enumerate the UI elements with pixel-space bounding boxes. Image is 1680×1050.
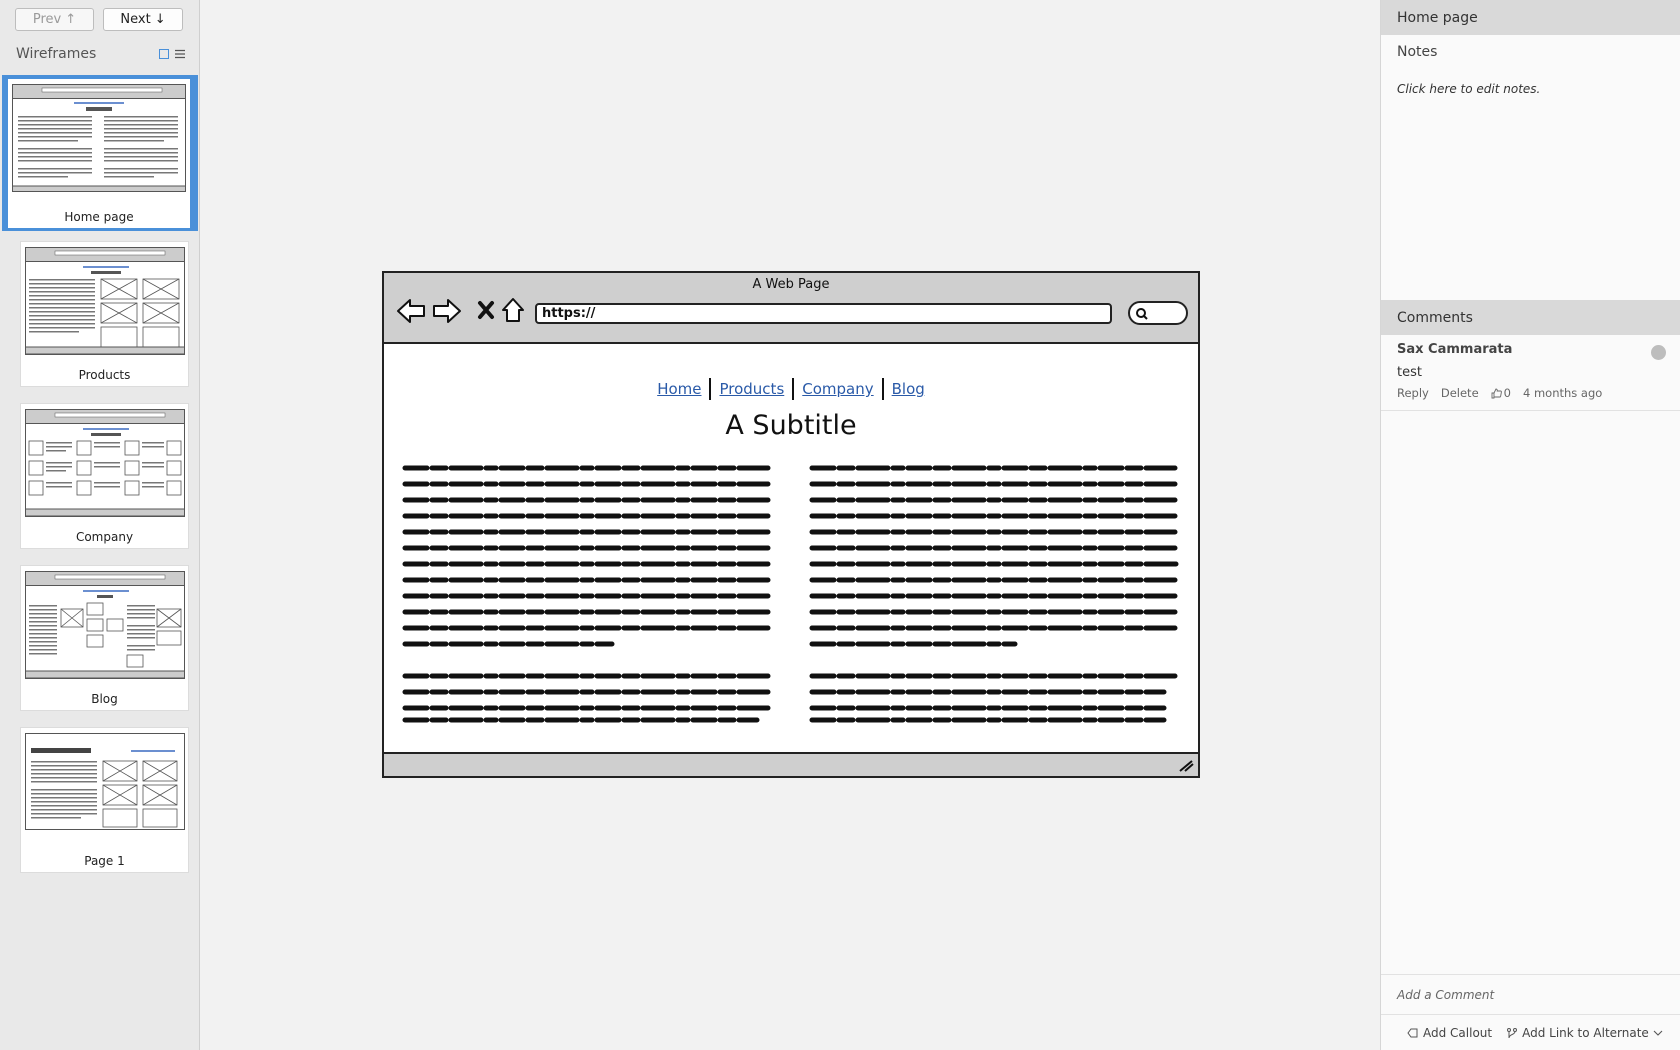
reply-link[interactable]: Reply [1397, 386, 1429, 400]
prev-label: Prev [32, 12, 62, 27]
mockup-subtitle: A Subtitle [725, 410, 857, 441]
resize-grip-icon [1178, 758, 1194, 772]
add-callout-button[interactable] [1407, 1026, 1492, 1040]
add-link-label: Add Link to Alternate [1522, 1025, 1649, 1040]
prev-button[interactable] [15, 8, 94, 31]
thumbnail-preview-image [25, 247, 185, 355]
thumbnail-label: Page 1 [84, 854, 125, 868]
browser-status-bar [384, 752, 1198, 776]
url-field: https:// [535, 303, 1112, 324]
delete-link[interactable]: Delete [1440, 386, 1479, 400]
comment-author: Sax Cammarata [1397, 342, 1513, 357]
text-block-right [809, 462, 1189, 724]
browser-nav-icons [396, 295, 526, 327]
browser-search-field [1128, 301, 1188, 325]
thumbnail-label: Home page [64, 210, 134, 224]
callout-icon [1407, 1027, 1419, 1039]
list-view-icon[interactable] [175, 49, 185, 59]
thumbnail-blog[interactable] [20, 565, 189, 711]
forward-arrow-icon [434, 300, 460, 322]
browser-window-mockup[interactable] [382, 271, 1200, 778]
thumbnail-label: Products [78, 368, 131, 382]
search-icon [1135, 307, 1149, 321]
nav-link-blog[interactable]: Blog [891, 380, 925, 398]
nav-link-products[interactable]: Products [719, 380, 785, 398]
next-label: Next [120, 12, 151, 27]
thumbnail-home-page[interactable] [8, 79, 190, 228]
comment-item [1397, 342, 1668, 400]
comment-actions [1397, 386, 1668, 400]
thumbnail-products[interactable] [20, 241, 189, 387]
thumbnail-preview-image [25, 733, 185, 841]
next-button[interactable] [103, 8, 183, 31]
properties-panel [1380, 0, 1680, 1050]
wireframe-canvas[interactable] [200, 0, 1380, 1050]
window-title: A Web Page [752, 277, 830, 292]
add-callout-label: Add Callout [1423, 1025, 1493, 1040]
thumbnail-label: Blog [91, 692, 118, 706]
page-nav-buttons [15, 8, 183, 31]
add-comment-input[interactable]: Add a Comment [1381, 974, 1680, 1014]
panel-footer [1381, 1014, 1680, 1050]
panel-page-title: Home page [1381, 0, 1680, 35]
nav-link-home[interactable]: Home [657, 380, 702, 398]
thumbnail-preview-image [12, 84, 186, 192]
notes-title: Notes [1397, 44, 1438, 60]
stop-icon [480, 303, 492, 317]
browser-toolbar [384, 273, 1198, 344]
wireframes-sidebar [0, 0, 200, 1050]
text-block-left [402, 462, 774, 724]
thumbnail-label: Company [75, 530, 134, 544]
notes-edit-placeholder[interactable]: Click here to edit notes. [1397, 82, 1541, 96]
comment-divider [1381, 410, 1680, 411]
comment-time: 4 months ago [1522, 386, 1603, 400]
nav-link-company[interactable]: Company [802, 380, 874, 398]
back-arrow-icon [398, 300, 424, 322]
home-icon [503, 299, 523, 321]
add-link-button[interactable] [1506, 1026, 1663, 1040]
like-count: 0 [1503, 386, 1511, 400]
comment-text: test [1397, 365, 1422, 380]
mockup-nav-links [384, 378, 1198, 400]
thumbnail-company[interactable] [20, 403, 189, 549]
thumbs-up-icon [1491, 388, 1502, 399]
thumbnail-page-1[interactable] [20, 727, 189, 873]
wireframes-header [16, 44, 185, 64]
thumbnail-preview-image [25, 571, 185, 679]
like-button[interactable] [1491, 386, 1511, 400]
arrow-down-icon: ↓ [154, 12, 166, 27]
thumbnail-preview-image [25, 409, 185, 517]
thumbnail-view-icon[interactable] [159, 49, 169, 59]
branch-icon [1506, 1027, 1518, 1039]
wireframes-title: Wireframes [16, 46, 97, 62]
comments-title: Comments [1381, 300, 1680, 335]
chevron-down-icon [1653, 1029, 1663, 1037]
comment-status-dot[interactable] [1651, 345, 1666, 360]
arrow-up-icon: ↑ [65, 12, 77, 27]
